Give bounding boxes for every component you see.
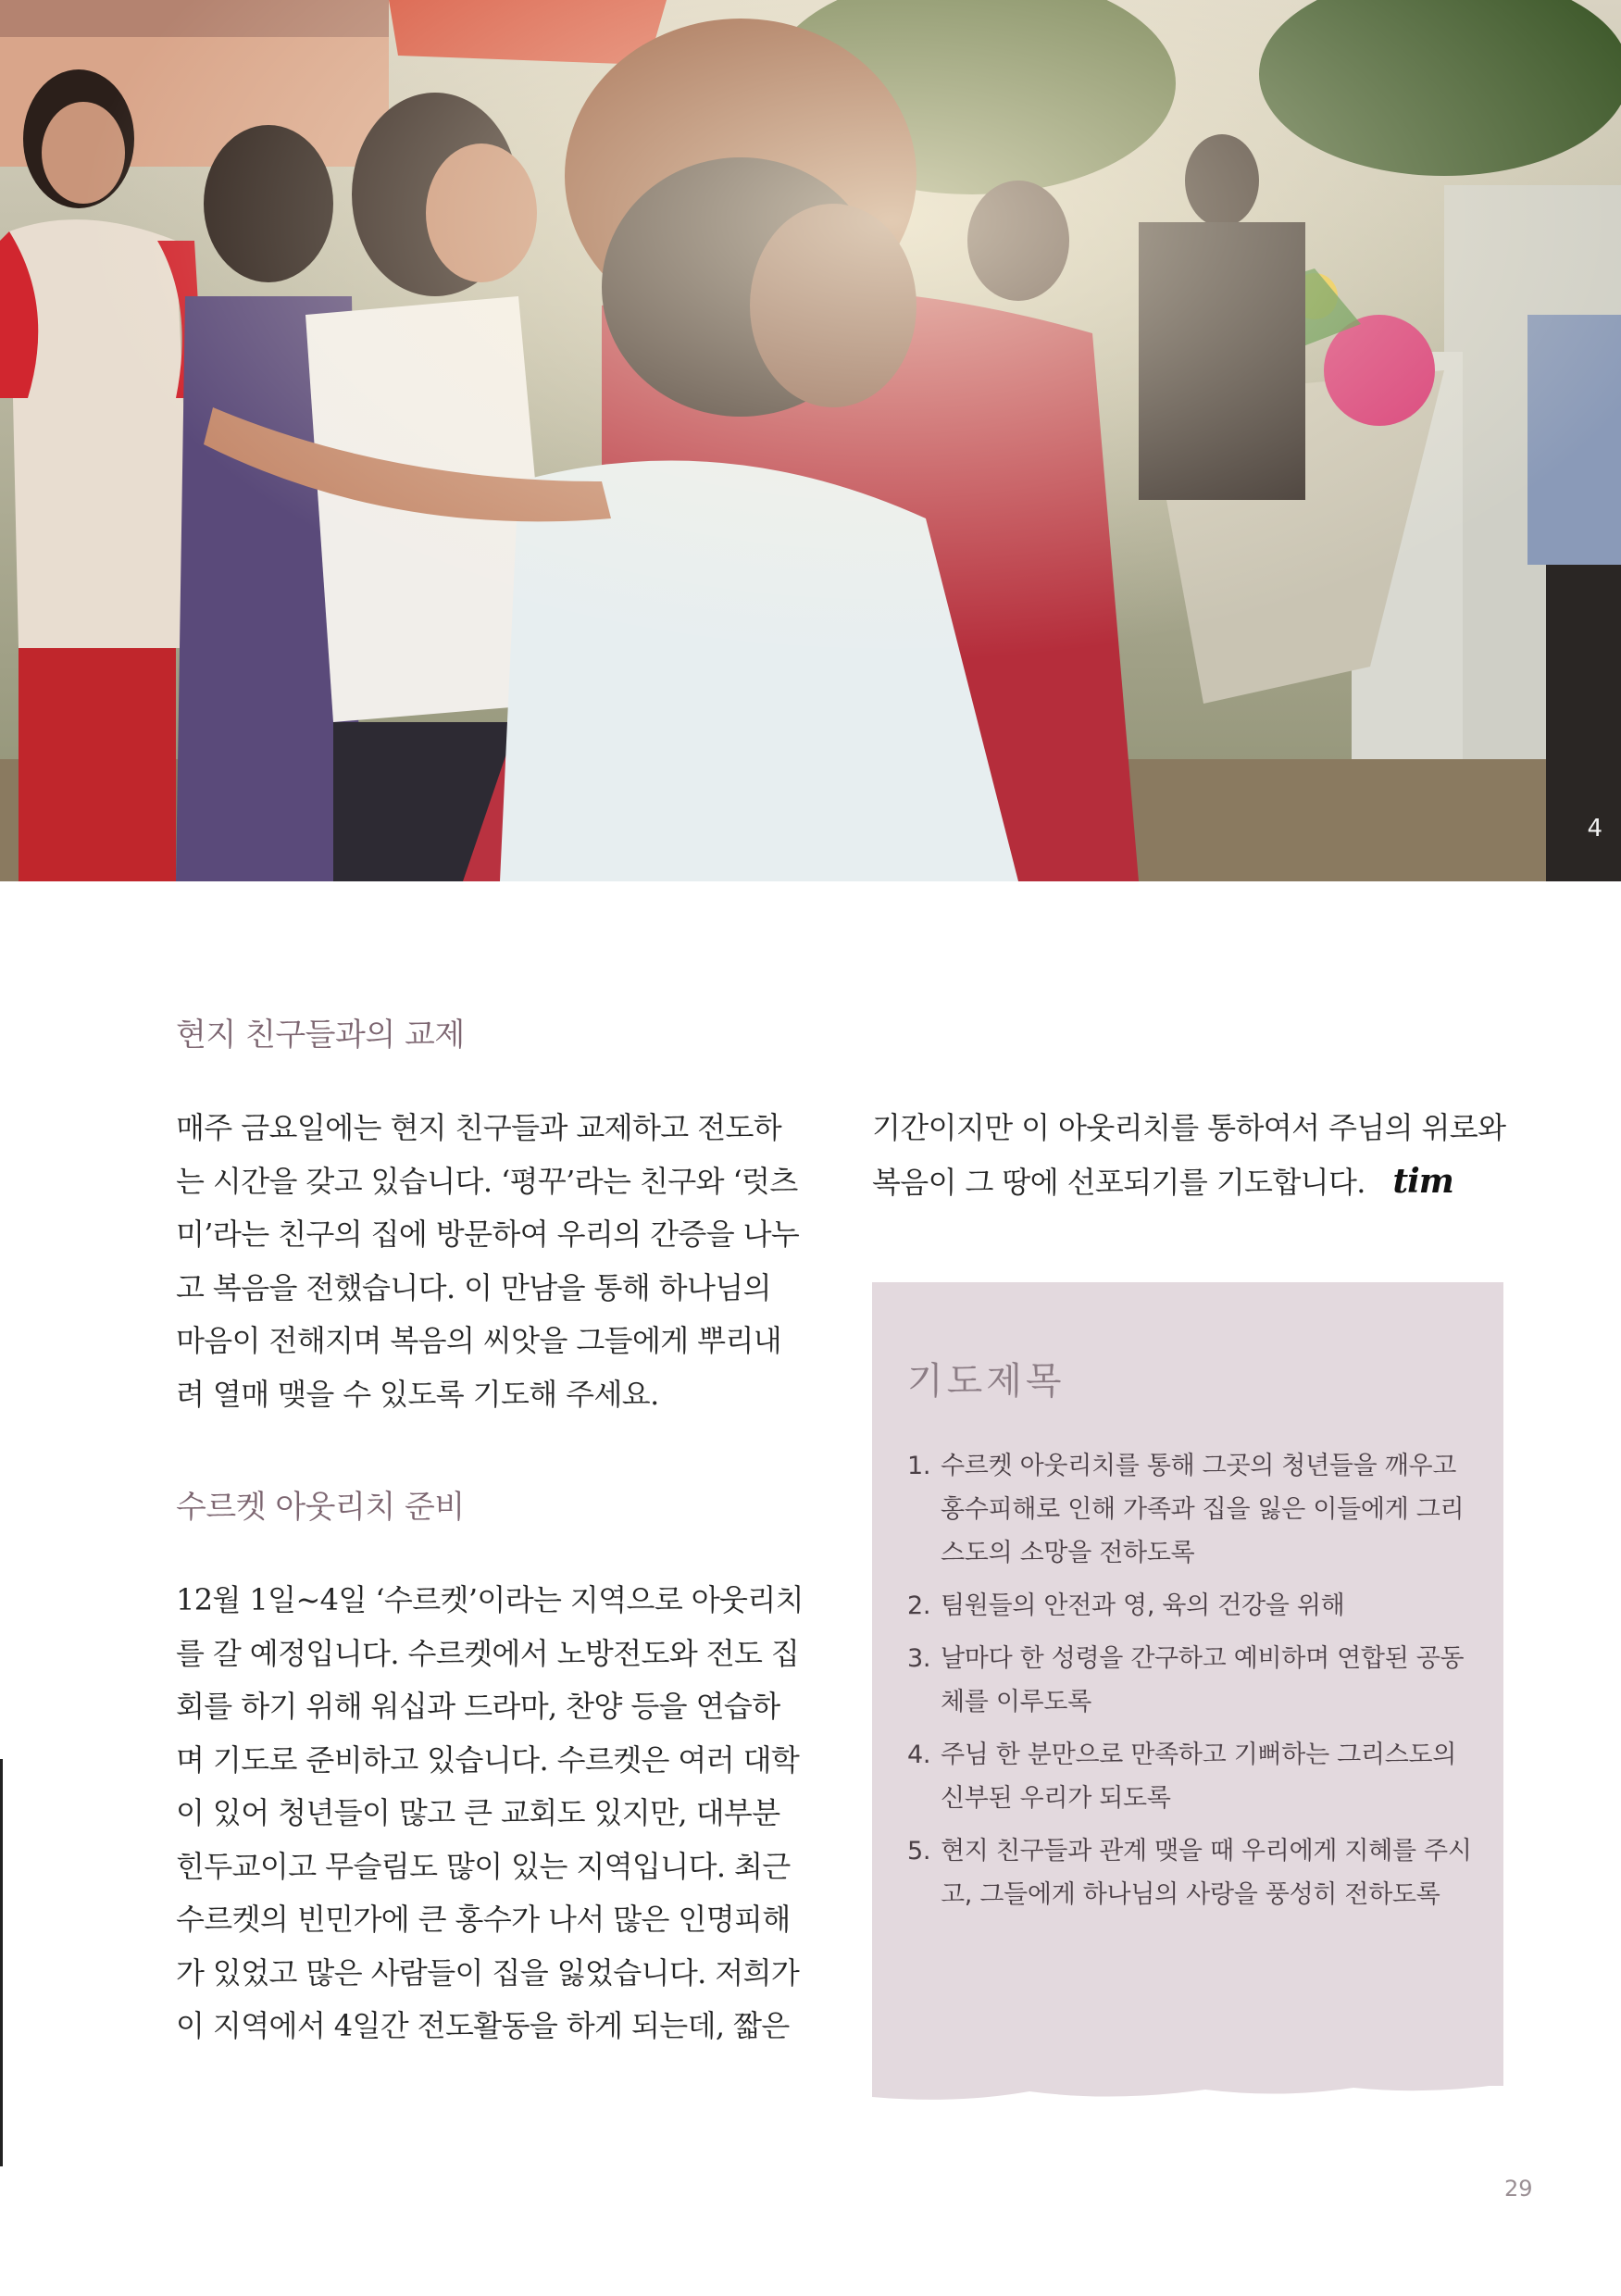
- continuation-text: 기간이지만 이 아웃리치를 통하여서 주님의 위로와 복음이 그 땅에 선포되기를 기도합니다.: [872, 1110, 1506, 1200]
- signature: tim: [1392, 1161, 1453, 1201]
- prayer-item: [907, 1829, 1472, 1916]
- prayer-item-text: 현지 친구들과 관계 맺을 때 우리에게 지혜를 주시고, 그들에게 하나님의 사랑을 풍성히 전하도록: [941, 1837, 1472, 1909]
- hero-photo: [0, 0, 1621, 881]
- prayer-item: [907, 1637, 1472, 1724]
- prayer-item: [907, 1584, 1472, 1628]
- section-paragraph-surkhet-outreach: [176, 1574, 805, 2053]
- section-paragraph-continuation: [872, 1102, 1511, 1209]
- prayer-requests-box: [872, 1282, 1503, 2086]
- photo-number: 4: [1587, 815, 1602, 842]
- photo-illustration: [0, 0, 1621, 881]
- brush-edge: [872, 2071, 1503, 2117]
- prayer-item: [907, 1733, 1472, 1820]
- section-heading-local-friends: 현지 친구들과의 교제: [176, 1017, 465, 1054]
- prayer-list: [907, 1444, 1472, 1926]
- paragraph-text: 12월 1일~4일 ‘수르켓’이라는 지역으로 아웃리치를 갈 예정입니다. 수르켓에서 노방전도와 전도 집회를 하기 위해 워십과 드라마, 찬양 등을 연습하며 기도로 준비하고 있습니다. 수르켓은 여러 대학이 있어 청년들이 많고 큰 교회도 있지만, 대부분 힌두교이고 무슬림도 많이 있는 지역입니다. 최근 수르켓의 빈민가에 큰 홍수가 나서 많은 인명피해가 있었고 많은 사람들이 집을 잃었습니다. 저희가 이 지역에서 4일간 전도활동을 하게 되는데, 짧은: [176, 1582, 804, 2043]
- section-paragraph-local-friends: [176, 1102, 805, 1421]
- section-heading-surkhet-outreach: 수르켓 아웃리치 준비: [176, 1489, 465, 1526]
- prayer-item-number: 2.: [907, 1591, 931, 1620]
- prayer-item-text: 주님 한 분만으로 만족하고 기뻐하는 그리스도의 신부된 우리가 되도록: [941, 1741, 1457, 1813]
- prayer-item-number: 1.: [907, 1452, 931, 1480]
- prayer-item: [907, 1444, 1472, 1575]
- prayer-item-number: 4.: [907, 1741, 931, 1769]
- margin-rule: [0, 1759, 3, 2166]
- prayer-title: 기도제목: [907, 1360, 1066, 1403]
- prayer-item-text: 수르켓 아웃리치를 통해 그곳의 청년들을 깨우고 홍수피해로 인해 가족과 집을 잃은 이들에게 그리스도의 소망을 전하도록: [941, 1452, 1465, 1567]
- page-number: 29: [1504, 2176, 1533, 2202]
- prayer-item-text: 날마다 한 성령을 간구하고 예비하며 연합된 공동체를 이루도록: [941, 1644, 1465, 1716]
- paragraph-text: 매주 금요일에는 현지 친구들과 교제하고 전도하는 시간을 갖고 있습니다. ‘평꾸’라는 친구와 ‘럿츠미’라는 친구의 집에 방문하여 우리의 간증을 나누고 복음을 전했습니다. 이 만남을 통해 하나님의 마음이 전해지며 복음의 씨앗을 그들에게 뿌리내려 열매 맺을 수 있도록 기도해 주세요.: [176, 1110, 800, 1412]
- prayer-item-number: 3.: [907, 1644, 931, 1673]
- prayer-item-number: 5.: [907, 1837, 931, 1866]
- prayer-item-text: 팀원들의 안전과 영, 육의 건강을 위해: [941, 1591, 1345, 1620]
